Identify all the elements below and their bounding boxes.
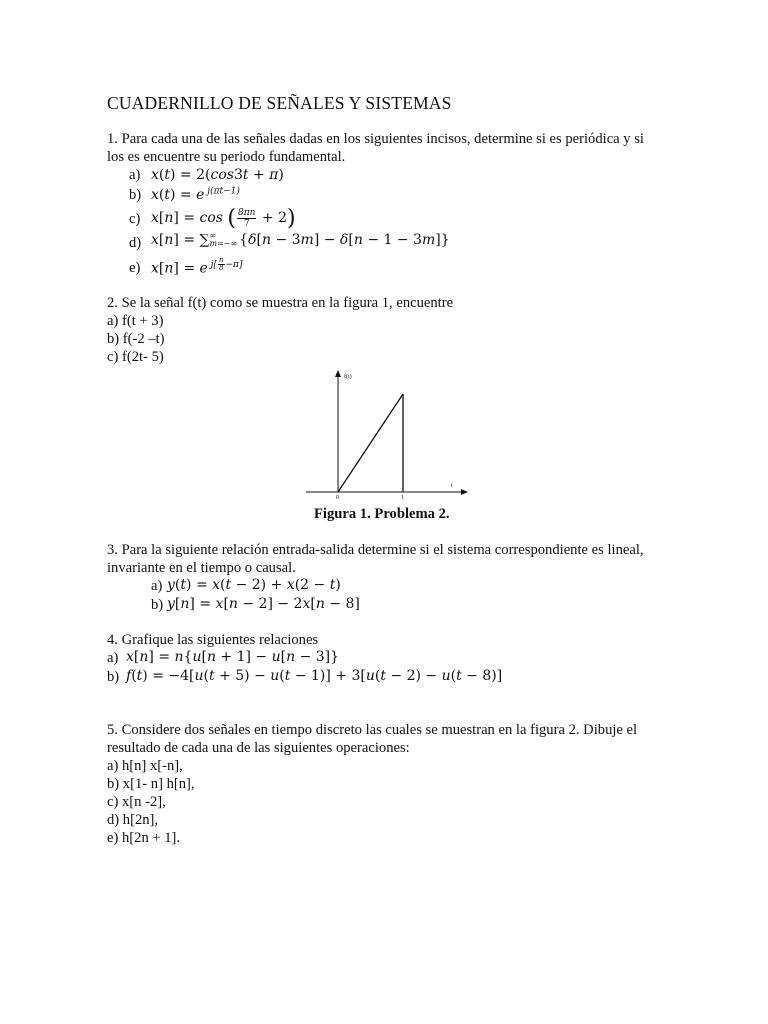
problem2-item-c: c) f(2t- 5) (107, 349, 164, 365)
figure-1-y-label: f(t) (344, 374, 352, 380)
problem1-item-b-equation: x(t) = e $^{j(\pi t-1)}$ (151, 186, 240, 203)
document-title: CUADERNILLO DE SEÑALES Y SISTEMAS (107, 93, 452, 113)
problem4-item-b-equation: f(t) = −4[u(t + 5) − u(t − 1)] + 3[u(t − 2) − u(t − 8)] (126, 668, 503, 684)
figure-1-tick-0: 0 (336, 495, 339, 501)
problem1-item-e-equation: x[n] = e $^{j[ \frac{n}{8} -\pi]}$ (151, 256, 243, 277)
problem5-item-e: e) h[2n + 1]. (107, 830, 181, 846)
problem4-item-a-label: a) (107, 650, 119, 666)
problem5-item-b: b) x[1- n] h[n], (107, 776, 195, 792)
problem1-intro-line2: los es encuentre su periodo fundamental. (107, 149, 346, 165)
problem1-item-a-equation: x(t) = 2(cos3t + π) (151, 167, 284, 183)
figure-1-ramp (338, 394, 403, 492)
problem3-item-a-label: a) (151, 578, 163, 594)
problem4-item-b-label: b) (107, 669, 120, 685)
problem1-item-c-label: c) (129, 211, 141, 227)
problem1-item-b-label: b) (129, 187, 142, 203)
problem2-item-b: b) f(-2 –t) (107, 331, 165, 347)
problem3-intro-line1: 3. Para la siguiente relación entrada-salida determine si el sistema correspondiente es lineal, (107, 542, 644, 558)
problem5-item-d: d) h[2n], (107, 812, 159, 828)
problem5-intro-line2: resultado de cada una de las siguientes operaciones: (107, 740, 410, 756)
problem3-item-b-equation: y[n] = x[n − 2] − 2x[n − 8] (167, 596, 360, 612)
problem1-intro-line1: 1. Para cada una de las señales dadas en los siguientes incisos, determine si es periódica y si (107, 131, 644, 147)
figure-1-x-label: t (451, 483, 453, 489)
problem3-item-b-label: b) (151, 597, 164, 613)
problem2-item-a: a) f(t + 3) (107, 313, 164, 329)
problem1-item-c-equation: x[n] = cos ( $\frac{8\pi n}{7}$ + 2) (151, 206, 296, 231)
problem5-intro-line1: 5. Considere dos señales en tiempo discreto las cuales se muestran en la figura 2. Dibuje el (107, 722, 638, 738)
problem1-item-d-equation: x[n] = ∑∞ m=−∞ {δ[n − 3m] − δ[n − 1 − 3m]} (151, 231, 450, 248)
problem5-item-c: c) x[n -2], (107, 794, 166, 810)
figure-1-caption: Figura 1. Problema 2. (314, 506, 450, 522)
figure-1-x-axis-arrow (461, 489, 468, 495)
problem1-item-d-label: d) (129, 235, 142, 251)
problem4-intro: 4. Grafique las siguientes relaciones (107, 632, 319, 648)
problem3-item-a-equation: y(t) = x(t − 2) + x(2 − t) (167, 577, 341, 593)
problem1-item-a-label: a) (129, 167, 141, 183)
problem5-item-a: a) h[n] x[-n], (107, 758, 183, 774)
problem4-item-a-equation: x[n] = n{u[n + 1] − u[n − 3]} (126, 649, 340, 665)
figure-1-y-axis-arrow (335, 370, 341, 377)
problem3-intro-line2: invariante en el tiempo o causal. (107, 560, 296, 576)
problem2-intro: 2. Se la señal f(t) como se muestra en la figura 1, encuentre (107, 295, 454, 311)
figure-1-plot (300, 366, 470, 502)
figure-1-tick-1: 1 (401, 495, 404, 501)
problem1-item-e-label: e) (129, 260, 141, 276)
